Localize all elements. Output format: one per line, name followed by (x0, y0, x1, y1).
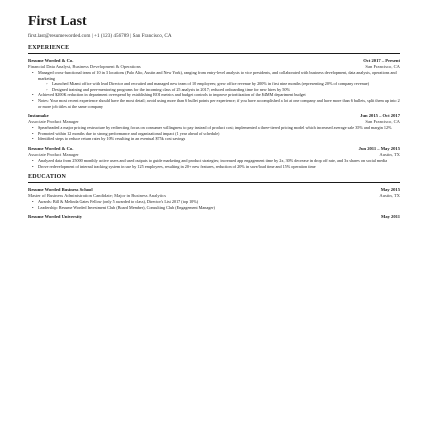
job-entry (28, 113, 400, 142)
bullet-item: • Spearheaded a major pricing restructure by redirecting focus on consumer willingness to pay instead of product cost; implemented a three-tiered pricing model which increased average sale 35% and margin 12% (28, 125, 400, 131)
education-heading: EDUCATION (28, 174, 400, 183)
role-title: Associate Product Manager (28, 151, 79, 157)
sub-bullet-item: ◦ Designed training and peer-mentoring programs for the incoming class of 25 analysts in 2017; reduced onboarding time for new hires by 50% (28, 87, 400, 93)
school-header-row (28, 214, 400, 220)
experience-list (28, 58, 400, 169)
experience-heading: EXPERIENCE (28, 45, 400, 54)
contact-line: first.last@resumeworded.com | +1 (123) 456789 | San Francisco, CA (28, 33, 172, 39)
location: San Francisco, CA (365, 119, 400, 125)
company-name: Resume Worded & Co. (28, 145, 74, 151)
bullet-item: • Promoted within 12 months due to strong performance and organizational impact (1 year ahead of schedule) (28, 131, 400, 137)
date-range: Jun 2011 – May 2015 (358, 145, 400, 151)
role-title: Associate Product Manager (28, 119, 79, 125)
bullet-item: • Notes: Your most recent experience should have the most detail; avoid using more than 6 bullet points per experience; if you have accomplished a lot at one company and have more than 6 bullets, split them up into 2 or more job titles at the same company (28, 98, 400, 109)
school-name: Resume Worded Business School (28, 187, 93, 193)
school-entry (28, 214, 400, 220)
bullet-item: • Analyzed data from 25000 monthly active users and used outputs to guide marketing and product strategies; increased app engagement time by 2x, 30% decrease in drop off rate, and 3x shares on social media (28, 158, 400, 164)
location: San Francisco, CA (365, 64, 400, 69)
sub-bullet-item: ◦ Launched Miami office with lead Director and recruited and managed new team of 10 employees; grew office revenue by 200% in first nine months (representing 20% of company revenue) (28, 81, 400, 87)
bullet-item: • Achieved $200K reduction in department overspend by establishing ROI metrics and budget controls to improve prioritization of the $4MM department budget (28, 92, 400, 98)
bullet-item: • Identified steps to reduce return rates by 10% resulting in an eventual $75k cost savings (28, 136, 400, 142)
company-name: Resume Worded & Co. (28, 58, 74, 63)
bullet-item: • Leadership: Resume Worded Investment Club (Board Member), Consulting Club (Engagement Manager) (28, 205, 400, 211)
role-title: Financial Data Analyst, Business Development & Operations (28, 64, 141, 69)
date-range: May 2011 (380, 214, 400, 220)
date-range: Oct 2017 – Present (363, 58, 400, 63)
bullet-item: • Managed cross-functional team of 10 in 3 locations (Palo Alto, Austin and New York), ranging from entry-level analysts to vice presidents, and collaborated with business development, data analysis, operations and marketing (28, 70, 400, 81)
job-entry (28, 146, 400, 169)
date-range: Jun 2015 – Oct 2017 (360, 113, 400, 119)
bullet-item: • Awards: Bill & Melinda Gates Fellow (only 5 awarded to class), Director's List 2017 (top 10%) (28, 199, 400, 205)
company-name: Instamake (28, 113, 49, 119)
education-list (28, 187, 400, 220)
bullet-list (28, 199, 400, 210)
bullet-list (28, 158, 400, 169)
school-name: Resume Worded University (28, 214, 83, 220)
candidate-name: First Last (28, 14, 87, 29)
degree-title: Master of Business Administration Candidate; Major in Business Analytics (28, 193, 167, 199)
bullet-list (28, 125, 400, 142)
school-entry (28, 187, 400, 210)
job-entry (28, 58, 400, 109)
location: Austin, TX (379, 151, 400, 157)
location: Austin, TX (379, 193, 400, 199)
bullet-list (28, 70, 400, 109)
date-range: May 2015 (380, 187, 400, 193)
bullet-item: • Drove redevelopment of internal tracking system in use by 125 employees, resulting in 20+ new features, reduction of 20% in save/load time and 15% operation time (28, 164, 400, 170)
